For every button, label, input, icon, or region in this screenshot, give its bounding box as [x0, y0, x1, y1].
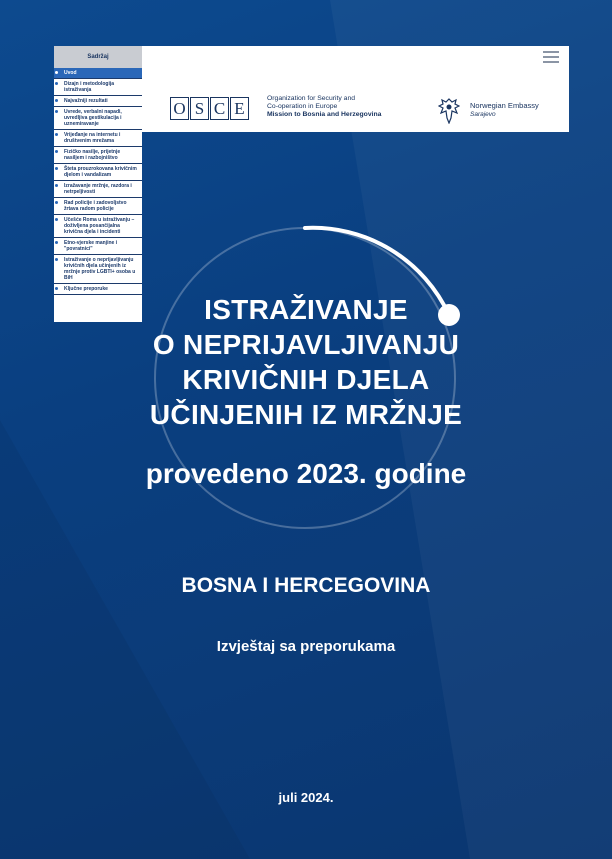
toc-header: Sadržaj [54, 46, 142, 68]
toc-item-label: Fizičko nasilje, prijetnje nasiljem i razbojništvo [64, 149, 121, 161]
toc-item-label: Uvrede, verbalni napadi, uvredljiva gestikulacija i uznemiravanje [64, 109, 122, 127]
osce-line-1: Organization for Security and [267, 95, 356, 102]
toc-item[interactable] [54, 198, 142, 215]
toc-panel [54, 68, 142, 322]
toc-item-label: Učešće Roma u istraživanju – doživljena posančijalna krivična djela i incidenti [64, 217, 135, 235]
toc-item[interactable] [54, 238, 142, 255]
toc-item-label: Rad policije i zadovoljstvo žrtava radom policije [64, 200, 127, 212]
norway-embassy-name [470, 101, 539, 119]
title-line: ISTRAŽIVANJE [204, 294, 408, 325]
bullet-icon [55, 99, 58, 102]
bullet-icon [55, 133, 58, 136]
bullet-icon [55, 71, 58, 74]
norwegian-coat-of-arms-icon [438, 98, 460, 124]
osce-name [267, 95, 381, 119]
title-line: KRIVIČNIH DJELA [182, 364, 430, 395]
toc-item[interactable] [54, 68, 142, 79]
document-title [60, 292, 552, 432]
report-type: Izvještaj sa preporukama [216, 638, 396, 655]
bullet-icon [55, 287, 58, 290]
top-bar [142, 46, 569, 68]
osce-letter: O [170, 97, 189, 120]
menu-icon[interactable] [543, 51, 559, 63]
toc-item-label: Šteta prouzrokovana krivičnim djelom i vandalizam [64, 166, 137, 178]
toc-item[interactable] [54, 96, 142, 107]
toc-item[interactable] [54, 255, 142, 284]
toc-item-label: Ključne preporuke [64, 286, 108, 292]
toc-item-label: Uvod [64, 70, 77, 76]
norway-line-1: Norwegian Embassy [470, 101, 539, 110]
toc-item[interactable] [54, 107, 142, 130]
toc-item[interactable] [54, 164, 142, 181]
toc-item-label: Istraživanje o neprijavljivanju krivičnih djela učinjenih iz mržnje protiv LGBTI+ osoba u BiH [64, 257, 136, 281]
document-subtitle: provedeno 2023. godine [145, 458, 467, 489]
toc-item[interactable] [54, 215, 142, 238]
osce-letter: E [230, 97, 249, 120]
bullet-icon [55, 241, 58, 244]
toc-item-label: Vrijeđanje na internetu i društvenim mrežama [64, 132, 121, 144]
country-label: BOSNA I HERCEGOVINA [181, 574, 431, 597]
bullet-icon [55, 167, 58, 170]
bullet-icon [55, 82, 58, 85]
norway-line-2: Sarajevo [470, 111, 496, 118]
bullet-icon [55, 218, 58, 221]
osce-line-2: Co-operation in Europe [267, 103, 338, 110]
title-line: UČINJENIH IZ MRŽNJE [149, 399, 463, 430]
toc-item-label: Najvažniji rezultati [64, 98, 108, 104]
toc-item-label: Etno-vjerske manjine i "povratnici" [64, 240, 118, 252]
osce-letter: S [190, 97, 209, 120]
publication-date: juli 2024. [278, 790, 334, 805]
bullet-icon [55, 184, 58, 187]
bullet-icon [55, 110, 58, 113]
toc-item[interactable] [54, 147, 142, 164]
bullet-icon [55, 258, 58, 261]
toc-item[interactable] [54, 79, 142, 96]
osce-letter: C [210, 97, 229, 120]
title-line: O NEPRIJAVLJIVANJU [152, 329, 460, 360]
toc-item-label: Dizajn i metodologija istraživanja [64, 81, 115, 93]
bullet-icon [55, 201, 58, 204]
bullet-icon [55, 150, 58, 153]
toc-item[interactable] [54, 130, 142, 147]
logos-panel [142, 68, 569, 132]
toc-item[interactable] [54, 181, 142, 198]
osce-line-3: Mission to Bosnia and Herzegovina [267, 111, 382, 118]
osce-logo [170, 97, 250, 120]
toc-item-label: Izražavanje mržnje, razdora i netrpeljivosti [64, 183, 132, 195]
